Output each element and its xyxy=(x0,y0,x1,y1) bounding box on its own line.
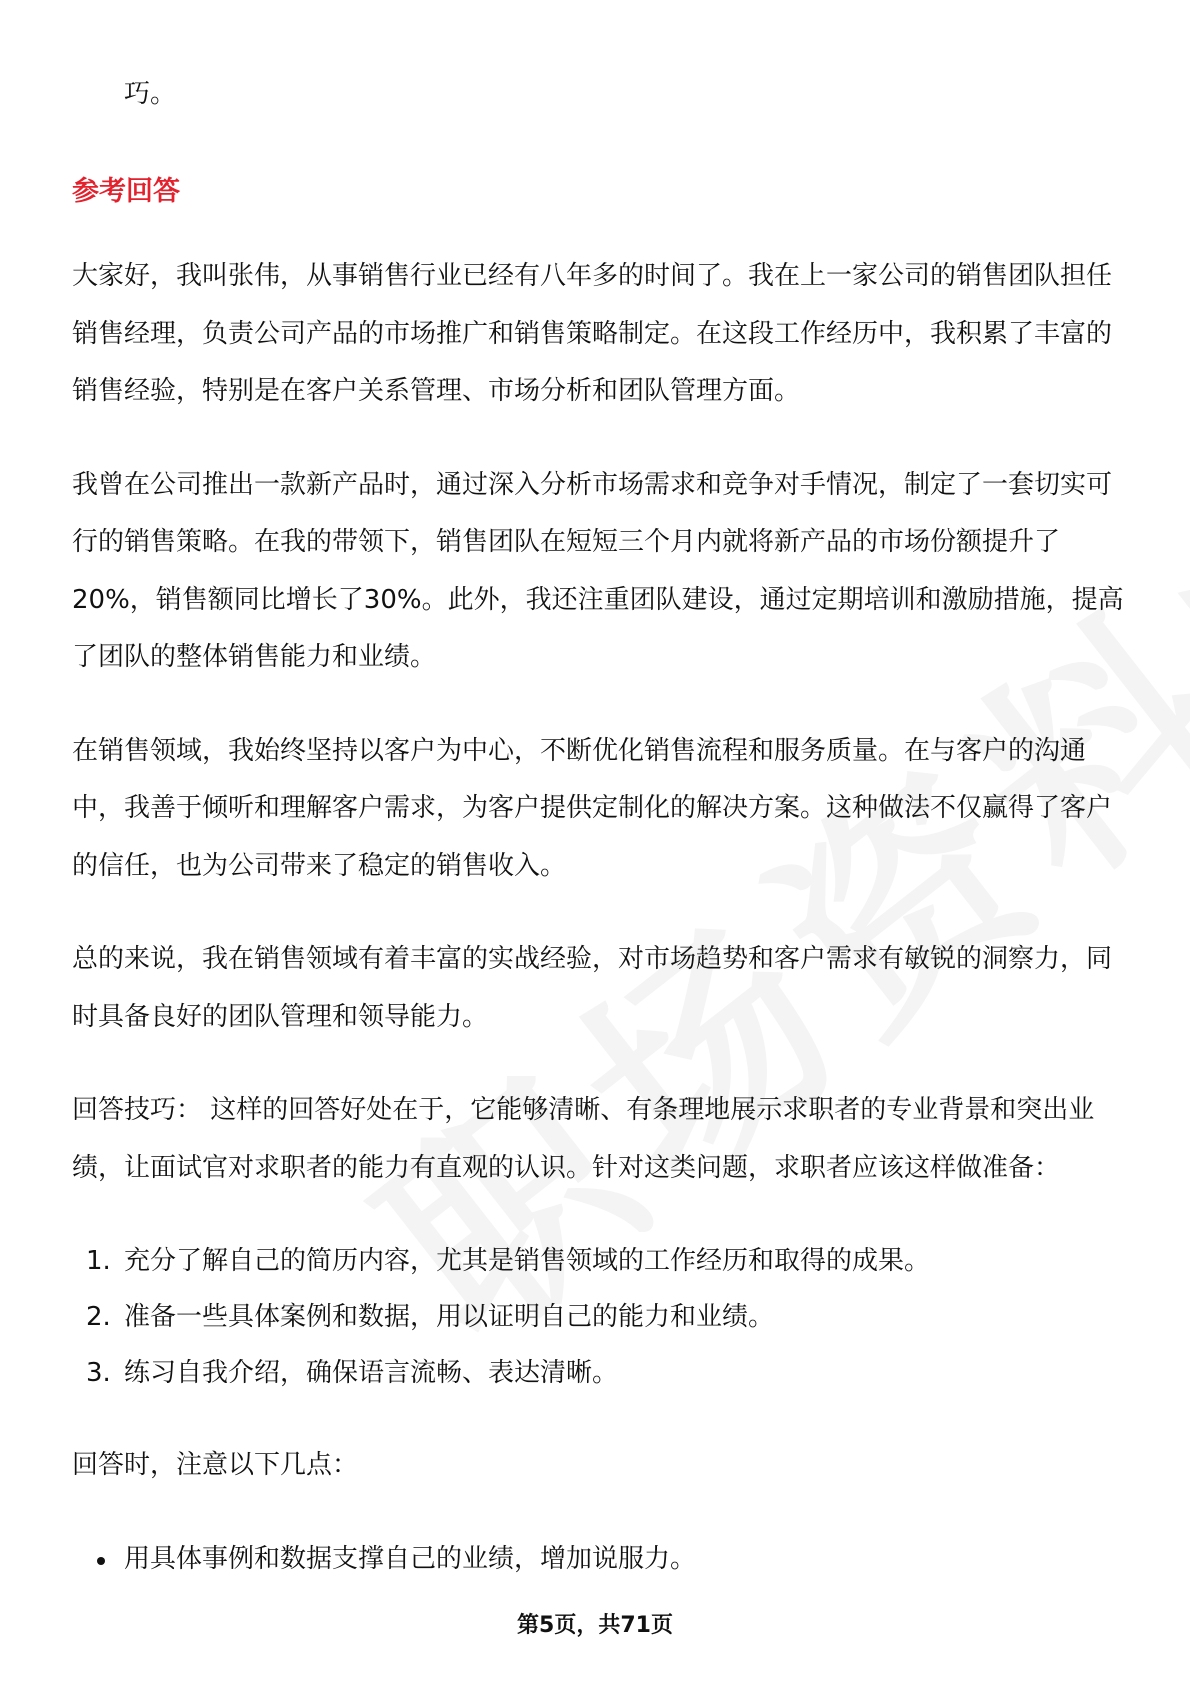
bullet-icon xyxy=(97,1557,105,1565)
notes-list xyxy=(72,1531,1132,1589)
list-number: 2. xyxy=(86,1302,111,1332)
notes-intro: 回答时，注意以下几点： xyxy=(72,1450,359,1480)
preparation-list xyxy=(72,1233,1132,1401)
list-item-text: 准备一些具体案例和数据，用以证明自己的能力和业绩。 xyxy=(124,1302,775,1332)
continuation-text: 巧。 xyxy=(124,79,177,109)
list-item xyxy=(72,1289,1132,1345)
answer-paragraph-4: 总的来说，我在销售领域有着丰富的实战经验，对市场趋势和客户需求有敏锐的洞察力，同时具备良好的团队管理和领导能力。 xyxy=(72,944,1113,1032)
list-item-text: 充分了解自己的简历内容，尤其是销售领域的工作经历和取得的成果。 xyxy=(124,1246,931,1276)
answer-paragraph-3: 在销售领域，我始终坚持以客户为中心，不断优化销售流程和服务质量。在与客户的沟通中，我善于倾听和理解客户需求，为客户提供定制化的解决方案。这种做法不仅赢得了客户的信任，也为公司带来了稳定的销售收入。 xyxy=(72,735,1113,881)
section-heading: 参考回答 xyxy=(72,175,180,207)
tips-paragraph: 回答技巧： 这样的回答好处在于，它能够清晰、有条理地展示求职者的专业背景和突出业绩，让面试官对求职者的能力有直观的认识。针对这类问题，求职者应该这样做准备： xyxy=(72,1095,1095,1183)
list-number: 3. xyxy=(86,1358,111,1388)
list-item xyxy=(72,1233,1132,1289)
list-item-text: 练习自我介绍，确保语言流畅、表达清晰。 xyxy=(124,1358,619,1388)
page-content xyxy=(72,66,1132,1588)
list-number: 1. xyxy=(86,1246,111,1276)
list-item-text: 用具体事例和数据支撑自己的业绩，增加说服力。 xyxy=(124,1543,697,1574)
page-footer: 第5页，共71页 xyxy=(517,1613,673,1638)
list-item xyxy=(72,1345,1132,1401)
answer-paragraph-2: 我曾在公司推出一款新产品时，通过深入分析市场需求和竞争对手情况，制定了一套切实可行的销售策略。在我的带领下，销售团队在短短三个月内就将新产品的市场份额提升了20%，销售额同比增长了30%。此外，我还注重团队建设，通过定期培训和激励措施，提高了团队的整体销售能力和业绩。 xyxy=(72,469,1124,672)
answer-paragraph-1: 大家好，我叫张伟，从事销售行业已经有八年多的时间了。我在上一家公司的销售团队担任销售经理，负责公司产品的市场推广和销售策略制定。在这段工作经历中，我积累了丰富的销售经验，特别是在客户关系管理、市场分析和团队管理方面。 xyxy=(72,261,1113,406)
list-item xyxy=(72,1531,1132,1589)
